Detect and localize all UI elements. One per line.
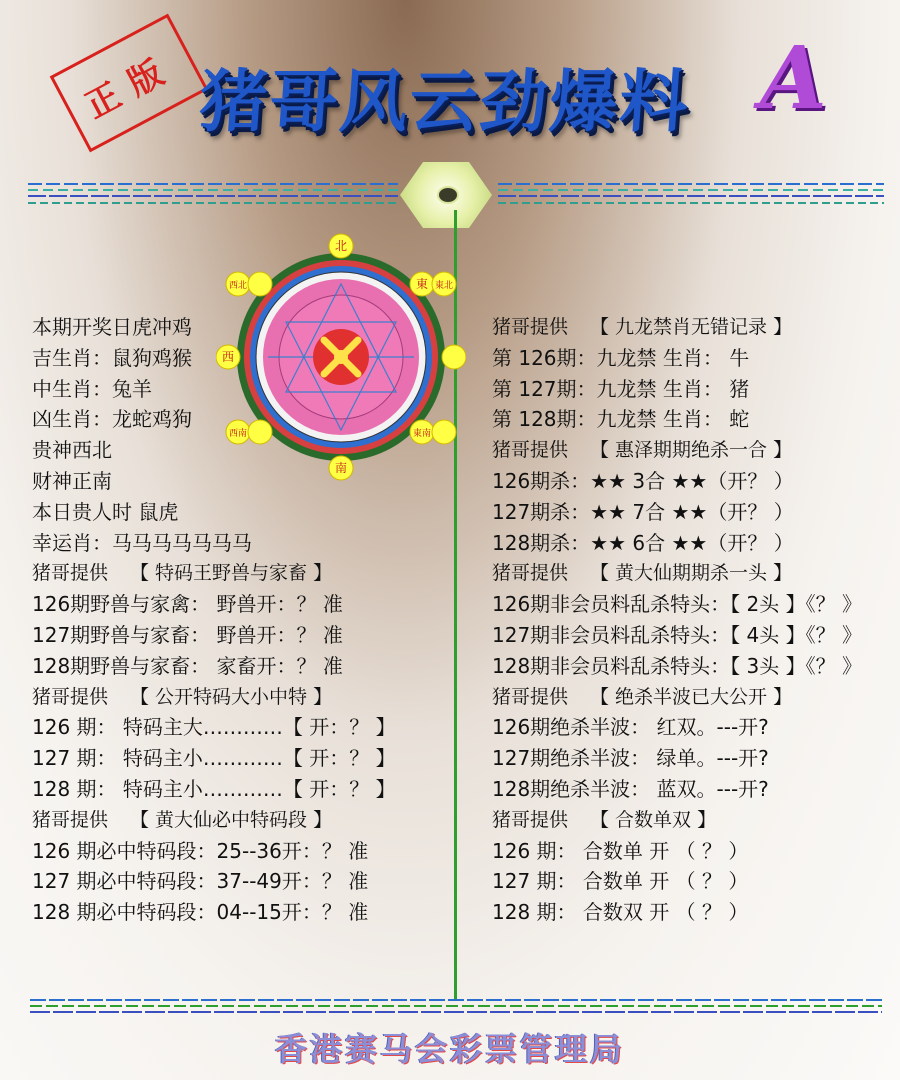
info-line: 本日贵人时 鼠虎 — [32, 499, 179, 524]
list-item: 128期野兽与家畜： 家畜开：？ 准 — [32, 653, 343, 678]
footer-organization: 香港赛马会彩票管理局 — [274, 1030, 625, 1068]
list-item: 128 期： 合数双 开 （ ？ ） — [492, 900, 749, 925]
list-item: 127期杀：★★ 7合 ★★（开？ ） — [492, 499, 794, 524]
compass-direction-label: 西北 — [228, 281, 248, 291]
info-line: 本期开奖日虎冲鸡 — [32, 315, 192, 339]
list-item: 128期杀：★★ 6合 ★★（开？ ） — [492, 530, 794, 555]
section-provider: 猪哥提供 — [492, 808, 569, 831]
section-provider: 猪哥提供 — [492, 685, 569, 708]
list-item: 128 期必中特码段：04--15开：？ 准 — [32, 900, 369, 925]
info-line: 幸运肖：马马马马马马马 — [32, 530, 252, 555]
section-provider: 猪哥提供 — [492, 439, 569, 462]
list-item: 128期非会员料乱杀特头：【 3头 】《？ 》 — [492, 653, 862, 678]
left-column — [32, 312, 442, 928]
section-header — [492, 312, 892, 343]
section-title: 【 黄大仙期期杀一头 】 — [590, 562, 793, 585]
info-line: 财神正南 — [32, 468, 112, 493]
list-item: 126期绝杀半波： 红双。---开? — [492, 715, 769, 740]
list-item: 126期杀：★★ 3合 ★★（开？ ） — [492, 468, 794, 493]
section-header — [32, 682, 442, 713]
page-title: 猪哥风云劲爆料 — [196, 62, 693, 142]
list-item: 第 128期：九龙禁 生肖： 蛇 — [492, 407, 750, 432]
section-provider: 猪哥提供 — [32, 808, 109, 831]
section-title: 【 合数单双 】 — [590, 808, 717, 831]
compass-direction-label: 北 — [334, 239, 348, 253]
info-line: 吉生肖：鼠狗鸡猴 — [32, 345, 192, 370]
authentic-stamp: 正版 — [50, 14, 209, 153]
emblem-center-icon — [437, 186, 459, 204]
list-item: 128 期： 特码主小…………【 开：？ 】 — [32, 776, 396, 801]
bottom-divider — [30, 996, 882, 1018]
list-item: 第 126期：九龙禁 生肖： 牛 — [492, 345, 750, 370]
list-item: 126 期： 特码主大…………【 开：？ 】 — [32, 715, 396, 740]
info-line: 贵神西北 — [32, 438, 112, 463]
section-title: 【 绝杀半波已大公开 】 — [590, 685, 793, 708]
section-provider: 猪哥提供 — [492, 316, 569, 338]
section-header — [32, 805, 442, 836]
section-header — [492, 558, 892, 589]
list-item: 127 期： 特码主小…………【 开：？ 】 — [32, 746, 396, 771]
section-title: 【 惠泽期期绝杀一合 】 — [590, 439, 793, 462]
section-header — [492, 682, 892, 713]
info-line: 中生肖：兔羊 — [32, 376, 152, 401]
section-title: 【 黄大仙必中特码段 】 — [130, 808, 333, 831]
list-item: 126 期： 合数单 开 （ ？ ） — [492, 838, 749, 863]
list-item: 126期非会员料乱杀特头：【 2头 】《？ 》 — [492, 592, 862, 617]
compass-direction-label: 東 — [415, 277, 429, 291]
section-provider: 猪哥提供 — [32, 685, 109, 708]
compass-direction-label: 西 — [221, 350, 235, 364]
list-item: 127期非会员料乱杀特头：【 4头 】《？ 》 — [492, 622, 862, 647]
right-column — [492, 312, 892, 928]
section-provider: 猪哥提供 — [32, 562, 109, 585]
section-title: 【 公开特码大小中特 】 — [130, 685, 333, 708]
compass-direction-label: 南 — [334, 461, 348, 475]
list-item: 127期绝杀半波： 绿单。---开? — [492, 746, 769, 771]
compass-direction-label: 西南 — [228, 429, 248, 439]
list-item: 第 127期：九龙禁 生肖： 猪 — [492, 376, 750, 401]
section-provider: 猪哥提供 — [492, 562, 569, 585]
list-item: 127 期： 合数单 开 （ ？ ） — [492, 869, 749, 894]
version-letter: A — [760, 28, 827, 129]
section-header — [492, 805, 892, 836]
list-item: 126期野兽与家禽： 野兽开：？ 准 — [32, 592, 343, 617]
list-item: 126 期必中特码段：25--36开：？ 准 — [32, 838, 369, 863]
list-item: 127 期必中特码段：37--49开：？ 准 — [32, 869, 369, 894]
compass-direction-label: 東南 — [412, 429, 432, 439]
section-header — [492, 435, 892, 466]
info-line: 凶生肖：龙蛇鸡狗 — [32, 407, 192, 432]
section-title: 【 九龙禁肖无错记录 】 — [590, 316, 793, 338]
compass-direction-label: 東北 — [434, 281, 454, 291]
section-header — [32, 558, 442, 589]
list-item: 128期绝杀半波： 蓝双。---开? — [492, 776, 769, 801]
list-item: 127期野兽与家畜： 野兽开：？ 准 — [32, 622, 343, 647]
section-title: 【 特码王野兽与家畜 】 — [130, 562, 333, 585]
